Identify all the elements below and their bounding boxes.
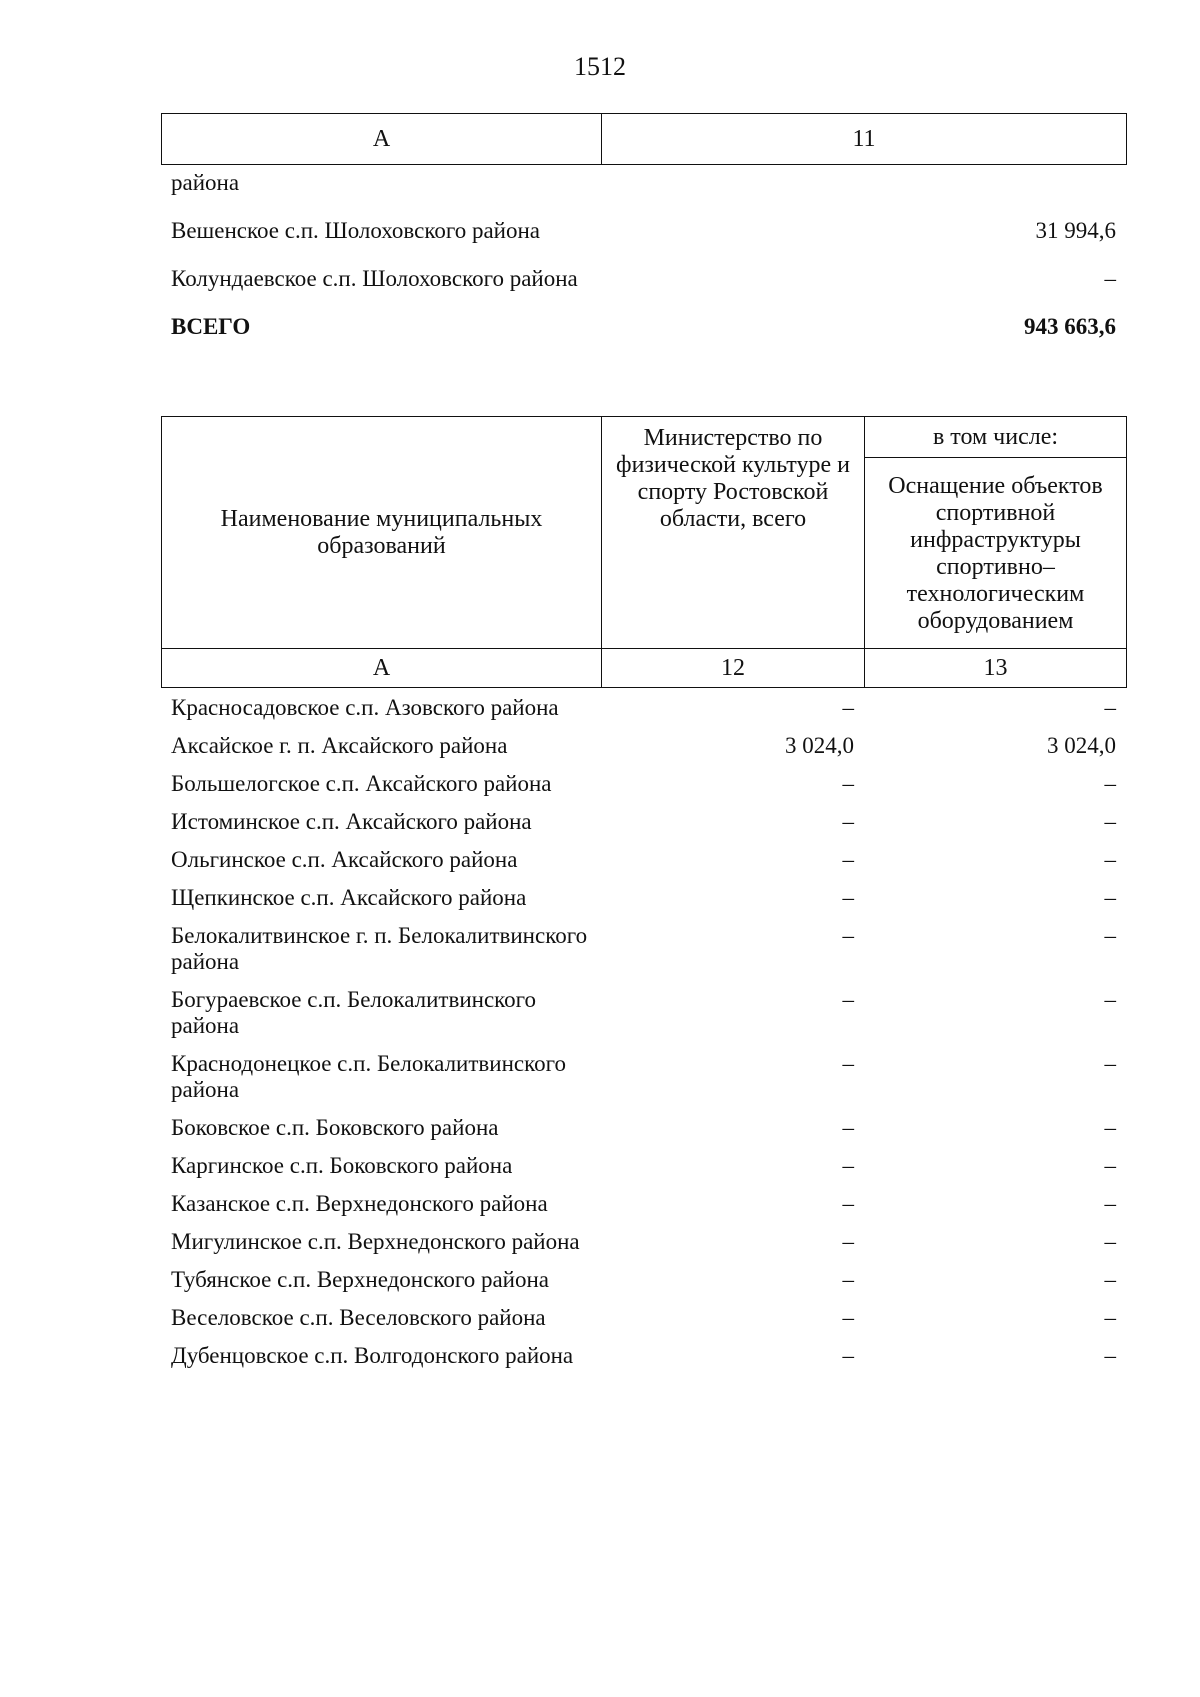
value-col13: –	[1104, 809, 1116, 834]
header-num-12: 12	[602, 649, 865, 688]
table-row	[161, 771, 1126, 809]
table1-header-col-11: 11	[602, 114, 1127, 165]
value-col12: –	[842, 847, 854, 872]
value-col13: –	[1104, 695, 1116, 720]
municipality-name: Большелогское с.п. Аксайского района	[171, 771, 552, 796]
value-col12: –	[842, 1191, 854, 1216]
value-col11: –	[1104, 266, 1116, 291]
value-col13: –	[1104, 1343, 1116, 1368]
municipality-name: Веселовское с.п. Веселовского района	[171, 1305, 546, 1330]
total-value: 943 663,6	[1024, 314, 1116, 339]
header-including: в том числе:	[865, 417, 1127, 458]
header-num-13: 13	[865, 649, 1127, 688]
municipality-name: Дубенцовское с.п. Волгодонского района	[171, 1343, 574, 1368]
table-row	[161, 847, 1126, 885]
municipality-name: Красносадовское с.п. Азовского района	[171, 695, 559, 720]
table-row	[161, 262, 1126, 310]
table-row	[161, 1115, 1126, 1153]
value-col13: –	[1104, 1115, 1116, 1140]
municipality-name: Боковское с.п. Боковского района	[171, 1115, 499, 1140]
table2-header	[161, 416, 1127, 688]
value-col12: –	[842, 695, 854, 720]
municipality-name: района	[171, 170, 240, 195]
table-row	[161, 695, 1126, 733]
value-col11	[601, 166, 1126, 214]
value-col12: –	[842, 809, 854, 834]
table-row	[161, 1229, 1126, 1267]
value-col12: –	[842, 1051, 854, 1076]
value-col13: –	[1104, 1153, 1116, 1178]
header-num-a: А	[162, 649, 602, 688]
total-label: ВСЕГО	[171, 314, 251, 339]
value-col12: –	[842, 1229, 854, 1254]
table-row	[161, 1343, 1126, 1381]
municipality-name: Краснодонецкое с.п. Белокалитвинского района	[171, 1051, 566, 1102]
header-sport-equipment: Оснащение объектов спортивной инфраструктуры спортивно–технологическим оборудованием	[865, 458, 1127, 649]
value-col11: 31 994,6	[1035, 218, 1116, 243]
value-col13: –	[1104, 885, 1116, 910]
municipality-name: Тубянское с.п. Верхнедонского района	[171, 1267, 549, 1292]
header-ministry-total: Министерство по физической культуре и спорту Ростовской области, всего	[602, 417, 865, 649]
value-col13: –	[1104, 923, 1116, 948]
value-col12: –	[842, 987, 854, 1012]
value-col13: –	[1104, 1267, 1116, 1292]
value-col13: –	[1104, 987, 1116, 1012]
table-row	[161, 1051, 1126, 1115]
header-municipality-name: Наименование муниципальных образований	[162, 417, 602, 649]
value-col12: –	[842, 1153, 854, 1178]
value-col12: –	[842, 885, 854, 910]
value-col12: –	[842, 923, 854, 948]
municipality-name: Колундаевское с.п. Шолоховского района	[171, 266, 578, 291]
table-row	[161, 166, 1126, 214]
table-row	[161, 987, 1126, 1051]
table-row	[161, 885, 1126, 923]
total-row	[161, 310, 1126, 358]
value-col13: 3 024,0	[1047, 733, 1116, 758]
value-col12: 3 024,0	[785, 733, 854, 758]
municipality-name: Ольгинское с.п. Аксайского района	[171, 847, 518, 872]
municipality-name: Вешенское с.п. Шолоховского района	[171, 218, 541, 243]
value-col13: –	[1104, 771, 1116, 796]
value-col13: –	[1104, 847, 1116, 872]
table1-header-col-a: А	[162, 114, 602, 165]
municipality-name: Истоминское с.п. Аксайского района	[171, 809, 532, 834]
value-col13: –	[1104, 1191, 1116, 1216]
municipality-name: Аксайское г. п. Аксайского района	[171, 733, 508, 758]
municipality-name: Белокалитвинское г. п. Белокалитвинского района	[171, 923, 588, 974]
table-row	[161, 1267, 1126, 1305]
table-row	[161, 733, 1126, 771]
municipality-name: Мигулинское с.п. Верхнедонского района	[171, 1229, 580, 1254]
value-col12: –	[842, 1305, 854, 1330]
value-col12: –	[842, 1115, 854, 1140]
table-row	[161, 1305, 1126, 1343]
municipality-name: Казанское с.п. Верхнедонского района	[171, 1191, 548, 1216]
value-col12: –	[842, 1267, 854, 1292]
table-row	[161, 923, 1126, 987]
table-row	[161, 1153, 1126, 1191]
table-row	[161, 1191, 1126, 1229]
value-col12: –	[842, 1343, 854, 1368]
table2-body	[161, 695, 1126, 1381]
table1-body	[161, 166, 1126, 358]
value-col13: –	[1104, 1229, 1116, 1254]
table-row	[161, 809, 1126, 847]
value-col13: –	[1104, 1051, 1116, 1076]
municipality-name: Богураевское с.п. Белокалитвинского района	[171, 987, 537, 1038]
municipality-name: Каргинское с.п. Боковского района	[171, 1153, 513, 1178]
table-row	[161, 214, 1126, 262]
value-col13: –	[1104, 1305, 1116, 1330]
value-col12: –	[842, 771, 854, 796]
page-number: 1512	[574, 52, 626, 81]
table1-header	[161, 113, 1127, 165]
municipality-name: Щепкинское с.п. Аксайского района	[171, 885, 527, 910]
